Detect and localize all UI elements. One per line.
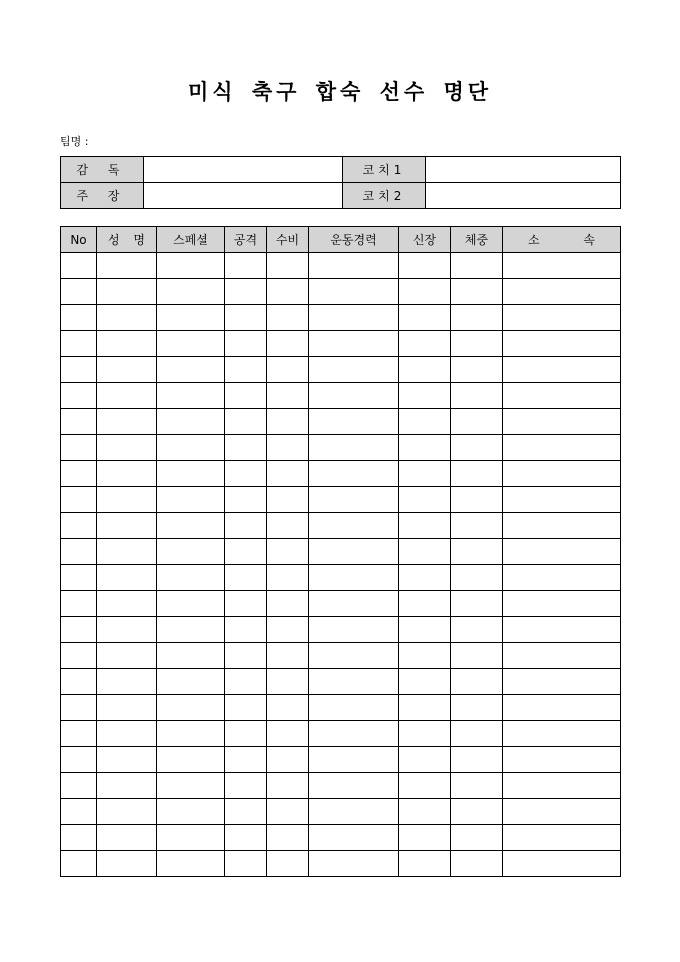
table-row xyxy=(61,253,621,279)
table-cell[interactable] xyxy=(61,747,97,773)
table-cell[interactable] xyxy=(309,747,399,773)
table-cell[interactable] xyxy=(451,825,503,851)
table-cell[interactable] xyxy=(61,409,97,435)
roster-header-row xyxy=(61,227,621,253)
table-cell[interactable] xyxy=(399,721,451,747)
table-cell[interactable] xyxy=(309,721,399,747)
table-cell[interactable] xyxy=(451,487,503,513)
table-cell[interactable] xyxy=(503,773,621,799)
table-cell[interactable] xyxy=(399,383,451,409)
table-row xyxy=(61,487,621,513)
table-row xyxy=(61,591,621,617)
table-cell[interactable] xyxy=(503,617,621,643)
table-cell[interactable] xyxy=(399,799,451,825)
table-cell[interactable] xyxy=(309,357,399,383)
table-cell[interactable] xyxy=(61,669,97,695)
table-row xyxy=(61,721,621,747)
table-cell[interactable] xyxy=(399,461,451,487)
table-cell[interactable] xyxy=(309,409,399,435)
table-row xyxy=(61,331,621,357)
table-cell[interactable] xyxy=(97,383,157,409)
table-cell[interactable] xyxy=(399,331,451,357)
table-cell[interactable] xyxy=(267,461,309,487)
table-cell[interactable] xyxy=(503,435,621,461)
table-row xyxy=(61,383,621,409)
table-cell[interactable] xyxy=(225,747,267,773)
table-cell[interactable] xyxy=(399,669,451,695)
table-row xyxy=(61,539,621,565)
table-cell[interactable] xyxy=(267,305,309,331)
table-cell[interactable] xyxy=(399,435,451,461)
table-cell[interactable] xyxy=(225,643,267,669)
table-cell[interactable] xyxy=(503,591,621,617)
table-cell[interactable] xyxy=(503,513,621,539)
table-cell[interactable] xyxy=(309,435,399,461)
table-cell[interactable] xyxy=(225,383,267,409)
table-cell[interactable] xyxy=(225,799,267,825)
table-cell[interactable] xyxy=(309,799,399,825)
table-cell[interactable] xyxy=(157,643,225,669)
table-cell[interactable] xyxy=(157,305,225,331)
table-cell[interactable] xyxy=(61,383,97,409)
table-cell[interactable] xyxy=(97,695,157,721)
table-cell[interactable] xyxy=(97,747,157,773)
table-cell[interactable] xyxy=(97,643,157,669)
table-cell[interactable] xyxy=(225,617,267,643)
table-cell[interactable] xyxy=(97,851,157,877)
table-cell[interactable] xyxy=(267,357,309,383)
table-cell[interactable] xyxy=(225,253,267,279)
table-cell[interactable] xyxy=(451,799,503,825)
table-cell[interactable] xyxy=(309,331,399,357)
table-cell[interactable] xyxy=(503,253,621,279)
table-cell[interactable] xyxy=(267,747,309,773)
table-row xyxy=(61,409,621,435)
table-cell[interactable] xyxy=(97,253,157,279)
table-cell[interactable] xyxy=(503,409,621,435)
table-cell[interactable] xyxy=(267,591,309,617)
table-cell[interactable] xyxy=(451,721,503,747)
table-cell[interactable] xyxy=(451,565,503,591)
table-cell[interactable] xyxy=(157,331,225,357)
table-cell[interactable] xyxy=(267,565,309,591)
table-cell[interactable] xyxy=(399,643,451,669)
table-cell[interactable] xyxy=(157,539,225,565)
header-weight: 체중 xyxy=(451,227,503,253)
table-cell[interactable] xyxy=(225,513,267,539)
table-cell[interactable] xyxy=(399,253,451,279)
table-cell[interactable] xyxy=(61,799,97,825)
table-cell[interactable] xyxy=(267,695,309,721)
table-cell[interactable] xyxy=(157,565,225,591)
table-row xyxy=(61,461,621,487)
table-cell[interactable] xyxy=(267,331,309,357)
table-cell[interactable] xyxy=(399,617,451,643)
table-cell[interactable] xyxy=(97,513,157,539)
table-cell[interactable] xyxy=(61,305,97,331)
table-cell[interactable] xyxy=(267,279,309,305)
table-cell[interactable] xyxy=(451,409,503,435)
table-cell[interactable] xyxy=(503,669,621,695)
table-cell[interactable] xyxy=(157,513,225,539)
table-cell[interactable] xyxy=(157,279,225,305)
table-cell[interactable] xyxy=(157,669,225,695)
table-cell[interactable] xyxy=(267,851,309,877)
table-cell[interactable] xyxy=(157,799,225,825)
table-cell[interactable] xyxy=(451,695,503,721)
director-field[interactable] xyxy=(144,157,343,183)
staff-table xyxy=(60,156,621,209)
table-cell[interactable] xyxy=(61,357,97,383)
table-cell[interactable] xyxy=(225,409,267,435)
table-cell[interactable] xyxy=(503,539,621,565)
table-cell[interactable] xyxy=(451,331,503,357)
table-cell[interactable] xyxy=(503,799,621,825)
table-cell[interactable] xyxy=(451,513,503,539)
table-cell[interactable] xyxy=(451,539,503,565)
header-height: 신장 xyxy=(399,227,451,253)
table-cell[interactable] xyxy=(157,773,225,799)
table-cell[interactable] xyxy=(61,513,97,539)
table-cell[interactable] xyxy=(157,825,225,851)
table-cell[interactable] xyxy=(399,305,451,331)
table-cell[interactable] xyxy=(157,383,225,409)
table-cell[interactable] xyxy=(399,357,451,383)
table-cell[interactable] xyxy=(157,461,225,487)
table-cell[interactable] xyxy=(267,643,309,669)
table-cell[interactable] xyxy=(61,825,97,851)
table-cell[interactable] xyxy=(225,305,267,331)
table-cell[interactable] xyxy=(399,773,451,799)
table-row xyxy=(61,279,621,305)
team-name-label: 팀명 : xyxy=(60,135,89,148)
table-cell[interactable] xyxy=(503,721,621,747)
table-cell[interactable] xyxy=(267,435,309,461)
coach1-label: 코치1 xyxy=(343,157,426,183)
table-cell[interactable] xyxy=(399,513,451,539)
table-cell[interactable] xyxy=(451,253,503,279)
table-cell[interactable] xyxy=(399,591,451,617)
table-cell[interactable] xyxy=(157,695,225,721)
table-cell[interactable] xyxy=(399,409,451,435)
table-cell[interactable] xyxy=(451,669,503,695)
header-career: 운동경력 xyxy=(309,227,399,253)
table-cell[interactable] xyxy=(451,435,503,461)
table-cell[interactable] xyxy=(267,721,309,747)
table-row xyxy=(61,435,621,461)
table-cell[interactable] xyxy=(309,825,399,851)
table-cell[interactable] xyxy=(97,331,157,357)
table-cell[interactable] xyxy=(399,747,451,773)
table-cell[interactable] xyxy=(503,279,621,305)
table-cell[interactable] xyxy=(157,617,225,643)
table-row xyxy=(61,695,621,721)
table-cell[interactable] xyxy=(503,305,621,331)
table-cell[interactable] xyxy=(503,747,621,773)
table-row xyxy=(61,799,621,825)
coach2-field[interactable] xyxy=(426,183,621,209)
table-cell[interactable] xyxy=(503,383,621,409)
table-cell[interactable] xyxy=(61,721,97,747)
table-cell[interactable] xyxy=(267,825,309,851)
table-cell[interactable] xyxy=(225,487,267,513)
table-cell[interactable] xyxy=(97,435,157,461)
table-cell[interactable] xyxy=(97,825,157,851)
coach2-label: 코치2 xyxy=(343,183,426,209)
table-cell[interactable] xyxy=(97,565,157,591)
roster-table xyxy=(60,226,621,877)
table-row xyxy=(61,357,621,383)
table-cell[interactable] xyxy=(503,357,621,383)
table-cell[interactable] xyxy=(451,305,503,331)
table-cell[interactable] xyxy=(157,435,225,461)
table-cell[interactable] xyxy=(267,539,309,565)
table-cell[interactable] xyxy=(225,695,267,721)
table-cell[interactable] xyxy=(267,669,309,695)
table-cell[interactable] xyxy=(309,643,399,669)
table-cell[interactable] xyxy=(267,799,309,825)
table-cell[interactable] xyxy=(267,617,309,643)
table-cell[interactable] xyxy=(399,487,451,513)
coach1-field[interactable] xyxy=(426,157,621,183)
table-cell[interactable] xyxy=(267,487,309,513)
table-row xyxy=(61,825,621,851)
table-cell[interactable] xyxy=(61,643,97,669)
table-cell[interactable] xyxy=(451,591,503,617)
director-label: 감 독 xyxy=(61,157,144,183)
table-cell[interactable] xyxy=(157,253,225,279)
table-cell[interactable] xyxy=(451,357,503,383)
table-cell[interactable] xyxy=(451,617,503,643)
staff-row-2 xyxy=(61,183,621,209)
table-cell[interactable] xyxy=(503,643,621,669)
table-cell[interactable] xyxy=(267,513,309,539)
table-cell[interactable] xyxy=(309,487,399,513)
table-cell[interactable] xyxy=(267,253,309,279)
table-cell[interactable] xyxy=(225,357,267,383)
table-cell[interactable] xyxy=(61,435,97,461)
captain-field[interactable] xyxy=(144,183,343,209)
table-cell[interactable] xyxy=(309,851,399,877)
table-cell[interactable] xyxy=(61,279,97,305)
table-cell[interactable] xyxy=(503,487,621,513)
table-row xyxy=(61,617,621,643)
roster-body xyxy=(61,253,621,877)
page-title: 미식 축구 합숙 선수 명단 xyxy=(187,79,493,104)
table-row xyxy=(61,643,621,669)
table-cell[interactable] xyxy=(451,383,503,409)
table-cell[interactable] xyxy=(225,435,267,461)
table-cell[interactable] xyxy=(225,669,267,695)
table-cell[interactable] xyxy=(225,461,267,487)
table-cell[interactable] xyxy=(97,799,157,825)
table-cell[interactable] xyxy=(61,539,97,565)
table-cell[interactable] xyxy=(61,773,97,799)
table-cell[interactable] xyxy=(309,617,399,643)
table-cell[interactable] xyxy=(97,409,157,435)
captain-label: 주 장 xyxy=(61,183,144,209)
table-cell[interactable] xyxy=(399,851,451,877)
table-cell[interactable] xyxy=(61,253,97,279)
table-cell[interactable] xyxy=(157,747,225,773)
table-cell[interactable] xyxy=(157,409,225,435)
table-cell[interactable] xyxy=(267,383,309,409)
table-cell[interactable] xyxy=(309,305,399,331)
table-cell[interactable] xyxy=(225,825,267,851)
table-cell[interactable] xyxy=(503,695,621,721)
table-cell[interactable] xyxy=(61,851,97,877)
table-cell[interactable] xyxy=(451,851,503,877)
table-cell[interactable] xyxy=(61,331,97,357)
table-cell[interactable] xyxy=(225,539,267,565)
table-cell[interactable] xyxy=(309,539,399,565)
table-cell[interactable] xyxy=(61,617,97,643)
table-cell[interactable] xyxy=(157,721,225,747)
table-cell[interactable] xyxy=(97,721,157,747)
table-cell[interactable] xyxy=(157,357,225,383)
table-cell[interactable] xyxy=(97,461,157,487)
table-cell[interactable] xyxy=(157,487,225,513)
table-cell[interactable] xyxy=(97,487,157,513)
table-cell[interactable] xyxy=(503,461,621,487)
table-cell[interactable] xyxy=(97,617,157,643)
table-cell[interactable] xyxy=(451,773,503,799)
table-cell[interactable] xyxy=(61,695,97,721)
table-row xyxy=(61,305,621,331)
table-cell[interactable] xyxy=(157,851,225,877)
table-cell[interactable] xyxy=(399,825,451,851)
table-row xyxy=(61,773,621,799)
table-cell[interactable] xyxy=(97,357,157,383)
table-cell[interactable] xyxy=(503,851,621,877)
table-cell[interactable] xyxy=(97,669,157,695)
table-cell[interactable] xyxy=(451,461,503,487)
table-cell[interactable] xyxy=(451,747,503,773)
table-cell[interactable] xyxy=(97,279,157,305)
table-cell[interactable] xyxy=(225,773,267,799)
table-row xyxy=(61,565,621,591)
table-cell[interactable] xyxy=(157,591,225,617)
table-cell[interactable] xyxy=(399,539,451,565)
table-cell[interactable] xyxy=(309,461,399,487)
header-no: No xyxy=(61,227,97,253)
table-cell[interactable] xyxy=(309,773,399,799)
table-cell[interactable] xyxy=(225,721,267,747)
table-cell[interactable] xyxy=(97,539,157,565)
header-affiliation: 소 속 xyxy=(503,227,621,253)
table-cell[interactable] xyxy=(225,591,267,617)
table-cell[interactable] xyxy=(451,643,503,669)
table-cell[interactable] xyxy=(61,591,97,617)
table-cell[interactable] xyxy=(399,279,451,305)
table-cell[interactable] xyxy=(309,669,399,695)
table-row xyxy=(61,513,621,539)
table-row xyxy=(61,669,621,695)
table-cell[interactable] xyxy=(399,565,451,591)
table-cell[interactable] xyxy=(267,773,309,799)
header-defense: 수비 xyxy=(267,227,309,253)
table-cell[interactable] xyxy=(309,279,399,305)
table-cell[interactable] xyxy=(503,565,621,591)
header-special: 스페셜 xyxy=(157,227,225,253)
table-row xyxy=(61,851,621,877)
table-cell[interactable] xyxy=(503,825,621,851)
table-row xyxy=(61,747,621,773)
table-cell[interactable] xyxy=(309,565,399,591)
table-cell[interactable] xyxy=(61,565,97,591)
table-cell[interactable] xyxy=(61,487,97,513)
table-cell[interactable] xyxy=(309,253,399,279)
table-cell[interactable] xyxy=(97,591,157,617)
table-cell[interactable] xyxy=(225,565,267,591)
table-cell[interactable] xyxy=(309,383,399,409)
table-cell[interactable] xyxy=(61,461,97,487)
header-offense: 공격 xyxy=(225,227,267,253)
table-cell[interactable] xyxy=(309,591,399,617)
table-cell[interactable] xyxy=(451,279,503,305)
table-cell[interactable] xyxy=(225,279,267,305)
table-cell[interactable] xyxy=(399,695,451,721)
table-cell[interactable] xyxy=(503,331,621,357)
header-name: 성 명 xyxy=(97,227,157,253)
table-cell[interactable] xyxy=(97,773,157,799)
table-cell[interactable] xyxy=(225,331,267,357)
table-cell[interactable] xyxy=(97,305,157,331)
table-cell[interactable] xyxy=(309,695,399,721)
table-cell[interactable] xyxy=(267,409,309,435)
table-cell[interactable] xyxy=(225,851,267,877)
staff-row-1 xyxy=(61,157,621,183)
table-cell[interactable] xyxy=(309,513,399,539)
